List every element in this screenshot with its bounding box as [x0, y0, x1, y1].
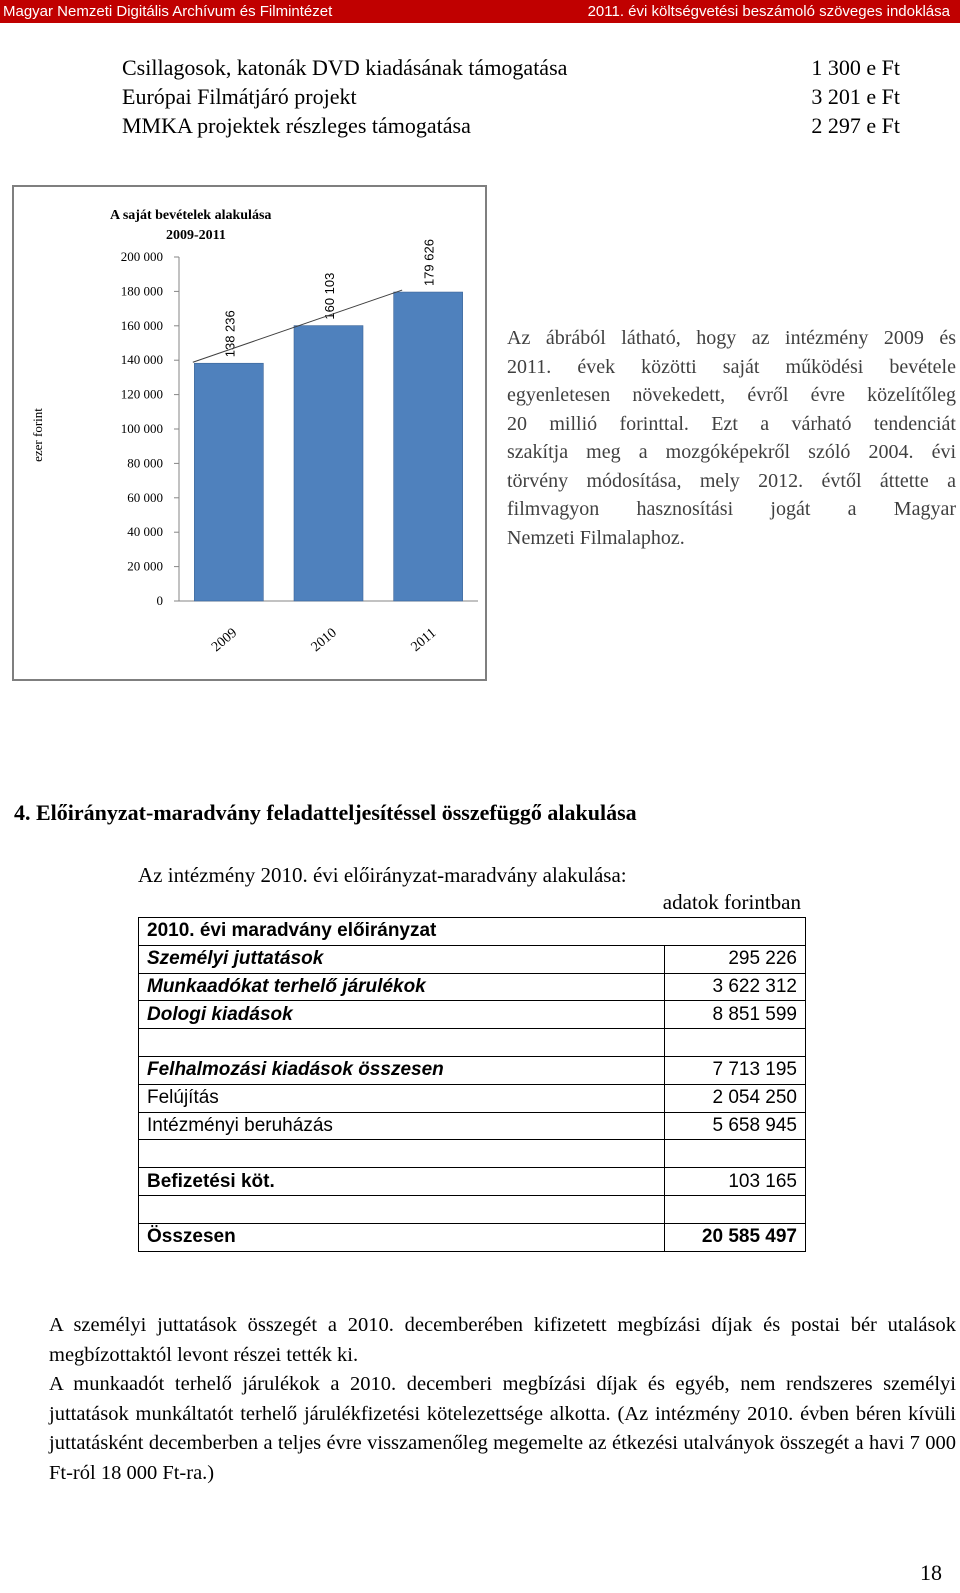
remainder-table — [138, 917, 806, 1252]
y-tick-label: 140 000 — [120, 352, 163, 368]
row-value: 5 658 945 — [665, 1112, 806, 1140]
bar-2010 — [294, 326, 363, 601]
y-tick-label: 60 000 — [127, 489, 163, 505]
table-intro: Az intézmény 2010. évi előirányzat-maradvány alakulása: — [138, 863, 627, 887]
row-label: Felújítás — [139, 1084, 665, 1112]
support-name: Csillagosok, katonák DVD kiadásának támogatása — [122, 55, 568, 80]
table-row — [139, 945, 806, 973]
table-row — [139, 1001, 806, 1029]
table-total-row — [139, 1223, 806, 1251]
table-row-empty — [139, 1140, 806, 1168]
revenue-chart-svg — [14, 187, 485, 679]
row-value: 3 622 312 — [665, 973, 806, 1001]
support-amount: 3 201 e Ft — [811, 84, 900, 109]
table-header-row — [139, 918, 806, 946]
table-unit: adatok forintban — [662, 890, 801, 914]
y-tick-label: 80 000 — [127, 455, 163, 471]
page-header — [0, 0, 960, 23]
table-header-cell: 2010. évi maradvány előirányzat — [139, 918, 806, 946]
paragraph-line: törvény módosítása, mely 2012. évtől áttette a — [507, 469, 956, 492]
table-row-empty — [139, 1029, 806, 1057]
y-tick-label: 160 000 — [120, 317, 163, 333]
support-row — [122, 54, 900, 82]
table-row-empty — [139, 1195, 806, 1223]
support-amount: 2 297 e Ft — [811, 113, 900, 138]
row-label: Személyi juttatások — [139, 945, 665, 973]
x-tick-label: 2009 — [209, 625, 241, 656]
x-tick-label: 2010 — [308, 625, 340, 656]
paragraph-line: 2011. évek közötti saját működési bevétele — [507, 355, 956, 378]
paragraph-line: Az ábrából látható, hogy az intézmény 2009 és — [507, 327, 956, 349]
row-value: 295 226 — [665, 945, 806, 973]
table-row — [139, 1168, 806, 1196]
data-label-2010: 160 103 — [322, 272, 337, 320]
table-row — [139, 1056, 806, 1084]
bar-2009 — [194, 363, 263, 601]
body-text — [49, 1311, 956, 1488]
y-tick-label: 40 000 — [127, 524, 163, 540]
row-value: 7 713 195 — [665, 1056, 806, 1084]
table-row — [139, 1112, 806, 1140]
total-label: Összesen — [139, 1223, 665, 1251]
chart-title: A saját bevételek alakulása — [110, 208, 272, 223]
row-value — [665, 1195, 806, 1223]
row-label — [139, 1195, 665, 1223]
bar-2011 — [394, 292, 463, 601]
body-paragraph: A munkaadót terhelő járulékok a 2010. decemberi megbízási díjak és egyéb, nem rendszeres személyi juttatások munkáltatót terhelő járulékfizetési kötelezettsége alkotta. (Az intézmény 2010. évben béren kívüli juttatásként decemberben a teljes évre visszamenőleg megemelte az étkezési utalványok összegét a havi 7 000 Ft-ról 18 000 Ft-ra.) — [49, 1373, 956, 1484]
chart-title: 2009-2011 — [166, 228, 226, 243]
support-name: MMKA projektek részleges támogatása — [122, 113, 471, 138]
data-label-2009: 138 236 — [222, 310, 238, 358]
row-value: 103 165 — [665, 1168, 806, 1196]
y-tick-label: 120 000 — [120, 386, 163, 402]
page-number: 18 — [920, 1560, 942, 1585]
support-row — [122, 112, 900, 140]
paragraph-line: egyenletesen növekedett, évről évre közelítőleg — [507, 384, 956, 406]
row-label: Munkaadókat terhelő járulékok — [139, 973, 665, 1001]
paragraph-line: Nemzeti Filmalaphoz. — [507, 526, 685, 549]
paragraph-line: filmvagyon hasznosítási jogát a Magyar — [507, 498, 956, 520]
body-paragraph: A személyi juttatások összegét a 2010. decemberében kifizetett megbízási díjak és postai bér utalások megbízottaktól levont részei tették ki. — [49, 1314, 956, 1366]
data-label-2011: 179 626 — [421, 239, 437, 287]
revenue-chart — [12, 185, 487, 681]
section-heading: 4. Előirányzat-maradvány feladatteljesítéssel összefüggő alakulása — [14, 800, 637, 825]
row-label: Felhalmozási kiadások összesen — [139, 1056, 665, 1084]
row-label: Intézményi beruházás — [139, 1112, 665, 1140]
header-document-title: 2011. évi költségvetési beszámoló szöveges indoklása — [587, 3, 950, 20]
table-row — [139, 973, 806, 1001]
row-value: 8 851 599 — [665, 1001, 806, 1029]
y-tick-label: 20 000 — [127, 558, 163, 574]
support-row — [122, 83, 900, 111]
row-label: Dologi kiadások — [139, 1001, 665, 1029]
row-value — [665, 1029, 806, 1057]
y-tick-label: 0 — [156, 593, 163, 608]
y-tick-label: 200 000 — [120, 249, 163, 264]
table-row — [139, 1084, 806, 1112]
total-value: 20 585 497 — [665, 1223, 806, 1251]
support-amount: 1 300 e Ft — [811, 55, 900, 80]
row-label: Befizetési köt. — [139, 1168, 665, 1196]
row-value — [665, 1140, 806, 1168]
chart-paragraph — [507, 324, 956, 552]
row-label — [139, 1029, 665, 1057]
y-tick-label: 180 000 — [120, 283, 163, 299]
paragraph-line: szakítja meg a mozgóképekről szóló 2004. évi — [507, 441, 956, 463]
header-institution: Magyar Nemzeti Digitális Archívum és Filmintézet — [3, 3, 333, 20]
support-name: Európai Filmátjáró projekt — [122, 84, 357, 109]
row-value: 2 054 250 — [665, 1084, 806, 1112]
x-tick-label: 2011 — [408, 625, 440, 655]
paragraph-line: 20 millió forinttal. Ezt a várható tendenciát — [507, 412, 956, 435]
y-tick-label: 100 000 — [120, 421, 163, 436]
y-axis-label: ezer forint — [30, 408, 45, 462]
row-label — [139, 1140, 665, 1168]
